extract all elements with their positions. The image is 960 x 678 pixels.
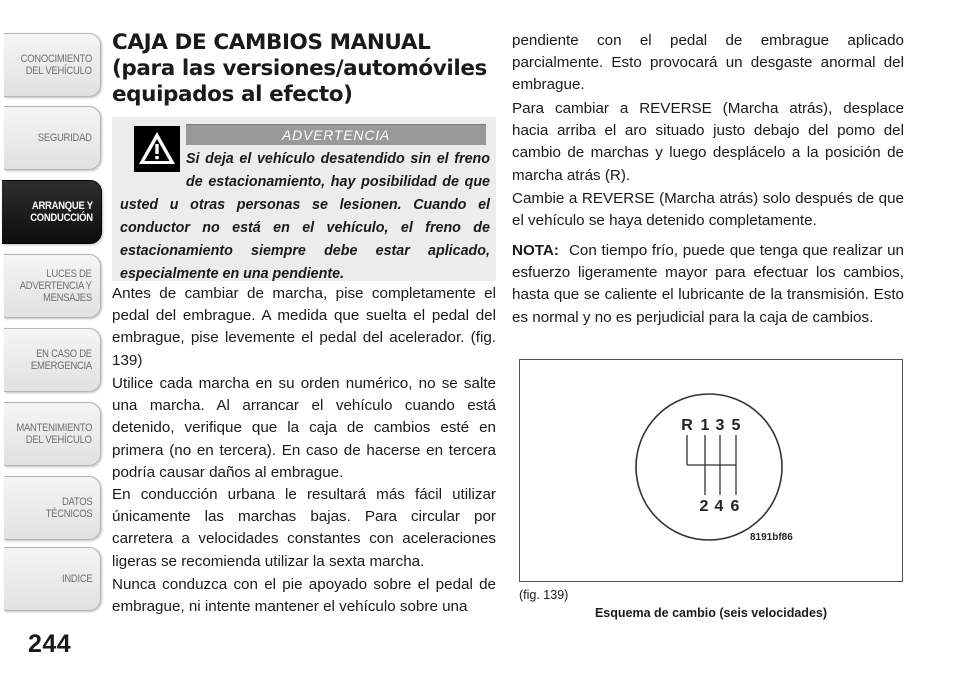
section-heading: CAJA DE CAMBIOS MANUAL (para las versiones/automóviles equipados al efecto) xyxy=(112,30,487,107)
tab-label: EN CASO DE xyxy=(36,348,92,360)
gear-pattern-diagram xyxy=(520,360,902,581)
gear-label-3: 3 xyxy=(715,417,725,434)
tab-label: EMERGENCIA xyxy=(30,360,92,372)
tab-label: CONDUCCIÓN xyxy=(30,212,93,224)
tab-luces-de-advertencia[interactable] xyxy=(4,254,101,318)
note-paragraph xyxy=(512,240,904,329)
note-text: Con tiempo frío, puede que tenga que realizar un esfuerzo ligeramente mayor para efectuar los cambios, hasta que se caliente el lubricante de la transmisión. Esto es normal y no es perjudicial para la caja de cambios. xyxy=(512,242,904,326)
tab-arranque-y-conduccion[interactable] xyxy=(2,180,102,244)
tab-en-caso-de-emergencia[interactable] xyxy=(4,328,101,392)
note-label: NOTA: xyxy=(512,242,559,259)
warning-text-content: Si deja el vehículo desatendido sin el freno de estacionamiento, hay posibilidad de que usted u otras personas se lesionen. Cuando el conductor no está en el vehículo, el freno de estacionamiento siempre debe estar aplicado, especialmente en una pendiente. xyxy=(120,151,490,282)
tab-label: ADVERTENCIA Y xyxy=(19,280,92,292)
paragraph: Nunca conduzca con el pie apoyado sobre el pedal de embrague, ni intente mantener el vehículo sobre una xyxy=(112,576,496,616)
paragraph: Para cambiar a REVERSE (Marcha atrás), desplace hacia arriba el aro situado justo debajo del pomo del cambio de marchas y luego desplácelo a la posición de marcha atrás (R). xyxy=(512,100,904,184)
tab-label: SEGURIDAD xyxy=(38,132,92,144)
tab-label: MANTENIMIENTO xyxy=(16,422,92,434)
gear-label-5: 5 xyxy=(731,417,741,434)
tab-label: CONOCIMIENTO xyxy=(20,53,92,65)
chapter-sidebar xyxy=(0,0,104,640)
tab-label: TÉCNICOS xyxy=(45,508,92,520)
warning-title: ADVERTENCIA xyxy=(281,127,391,143)
gear-label-r: R xyxy=(681,417,693,434)
tab-datos-tecnicos[interactable] xyxy=(4,476,101,540)
tab-seguridad[interactable] xyxy=(4,106,101,170)
gear-label-4: 4 xyxy=(714,498,724,515)
figure-code: 8191bf86 xyxy=(750,532,793,543)
gear-label-1: 1 xyxy=(700,417,710,434)
tab-label: DEL VEHÍCULO xyxy=(26,65,92,77)
tab-label: ARRANQUE Y xyxy=(32,200,93,212)
gear-label-2: 2 xyxy=(699,498,709,515)
tab-label: MENSAJES xyxy=(43,292,92,304)
tab-indice[interactable] xyxy=(4,547,101,611)
tab-label: LUCES DE xyxy=(46,268,92,280)
paragraph: Antes de cambiar de marcha, pise completamente el pedal del embrague. A medida que suelta el pedal del embrague, pise levemente el pedal del acelerador. (fig. 139) xyxy=(112,285,496,369)
shift-gate-lines xyxy=(687,435,736,495)
gear-label-6: 6 xyxy=(730,498,740,515)
warning-box xyxy=(112,117,496,281)
gear-shift-figure xyxy=(519,359,903,582)
warning-title-bar xyxy=(186,124,486,145)
tab-label: DATOS xyxy=(61,496,92,508)
paragraph: En conducción urbana le resultará más fácil utilizar únicamente las marchas bajas. Para circular por carretera a velocidades constantes con aceleraciones ligeras se recomienda utilizar la sexta marcha. xyxy=(112,486,496,570)
figure-caption: Esquema de cambio (seis velocidades) xyxy=(594,606,828,620)
tab-conocimiento-del-vehiculo[interactable] xyxy=(4,33,101,97)
paragraph: Utilice cada marcha en su orden numérico, no se salte una marcha. Al arrancar el vehículo cuando está detenido, verifique que la caja de cambios esté en primera (no en tercera). En caso de hacerse en tercera podría causar daños al embrague. xyxy=(112,375,496,481)
paragraph: pendiente con el pedal de embrague aplicado parcialmente. Esto provocará un desgaste anormal del embrague. xyxy=(512,32,904,94)
tab-mantenimiento-del-vehiculo[interactable] xyxy=(4,402,101,466)
tab-label: DEL VEHÍCULO xyxy=(26,434,92,446)
tab-label: INDICE xyxy=(61,573,92,585)
warning-text xyxy=(120,148,490,286)
page-number: 244 xyxy=(28,630,72,658)
paragraph: Cambie a REVERSE (Marcha atrás) solo después de que el vehículo se haya detenido completamente. xyxy=(512,190,904,230)
figure-reference: (fig. 139) xyxy=(519,588,569,602)
